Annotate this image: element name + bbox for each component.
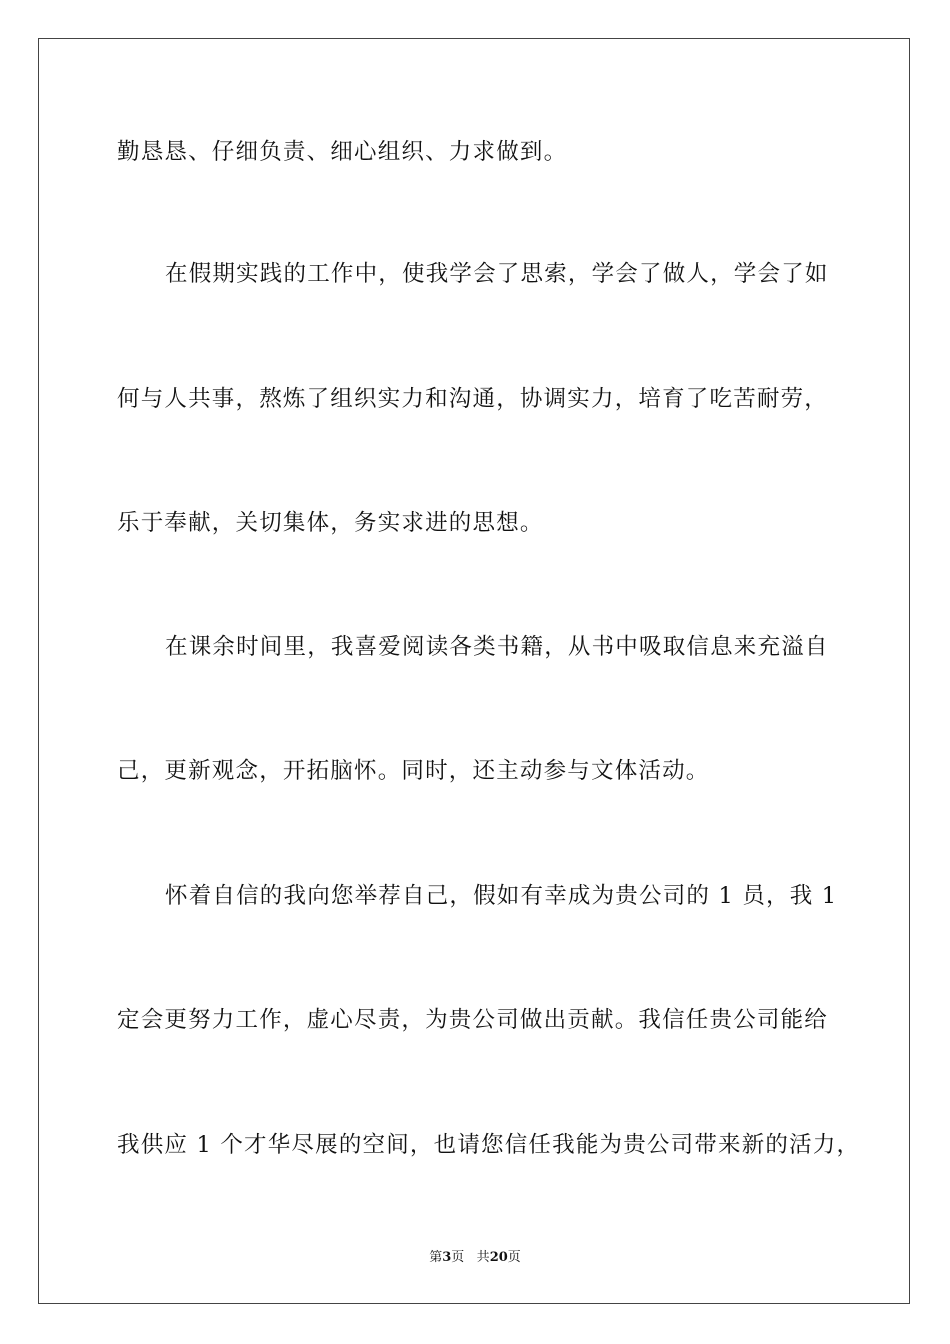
- page-border: [38, 38, 910, 1304]
- paragraph-line: 定会更努力工作，虚心尽责，为贵公司做出贡献。我信任贵公司能给: [117, 1007, 829, 1033]
- page-suffix: 页: [451, 1250, 465, 1265]
- paragraph-line: 己，更新观念，开拓脑怀。同时，还主动参与文体活动。: [117, 758, 710, 784]
- paragraph-line: 乐于奉献，关切集体，务实求进的思想。: [117, 510, 544, 536]
- paragraph-line: 在课余时间里，我喜爱阅读各类书籍，从书中吸取信息来充溢自: [165, 634, 829, 660]
- total-suffix: 页: [507, 1250, 521, 1265]
- paragraph-line: 何与人共事，熬炼了组织实力和沟通，协调实力，培育了吃苦耐劳，: [117, 386, 829, 412]
- paragraph-line: 在假期实践的工作中，使我学会了思索，学会了做人，学会了如: [165, 261, 829, 287]
- page-prefix: 第: [429, 1250, 443, 1265]
- paragraph-line: 怀着自信的我向您举荐自己，假如有幸成为贵公司的 1 员，我 1: [165, 883, 838, 909]
- paragraph-line: 勤恳恳、仔细负责、细心组织、力求做到。: [117, 139, 568, 165]
- paragraph-line: 我供应 1 个才华尽展的空间，也请您信任我能为贵公司带来新的活力，: [117, 1132, 861, 1158]
- page-number: 3: [442, 1250, 452, 1265]
- total-pages: 20: [489, 1250, 508, 1265]
- page-footer: [0, 1246, 950, 1265]
- total-prefix: 共: [476, 1250, 490, 1265]
